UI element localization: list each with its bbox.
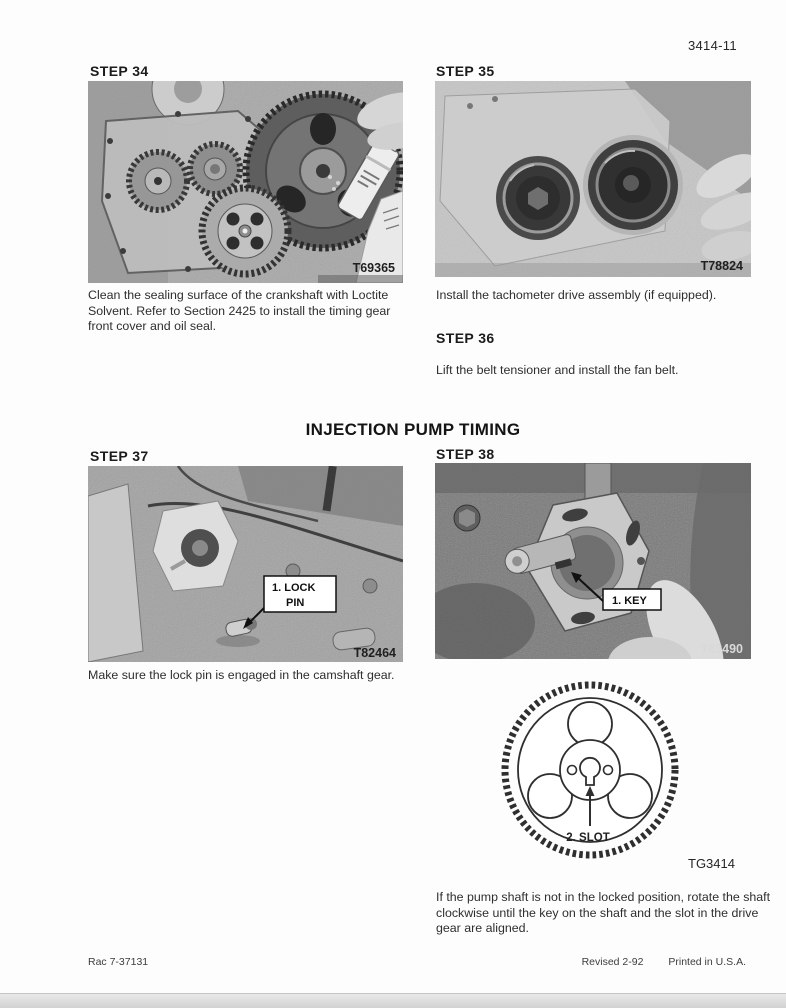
pump-plate [153,501,238,591]
footer-form-number: Rac 7-37131 [88,956,149,968]
step-35-heading: STEP 35 [436,63,495,79]
step-38-caption: If the pump shaft is not in the locked position, rotate the shaft clockwise until the key on the shaft and the slot in the drive gear are aligned. [436,890,771,936]
step-36-heading: STEP 36 [436,330,495,346]
callout-text-line1: 1. LOCK [272,582,316,594]
step-38-photo [435,463,751,659]
step-37-photo [88,466,403,662]
step-35-photo [435,81,751,277]
step-36-caption: Lift the belt tensioner and install the fan belt. [436,363,679,377]
timing-gears-photo [88,81,403,283]
idler-gear [190,144,240,194]
photo-id-label: T83490 [700,642,743,656]
step-37-heading: STEP 37 [90,448,149,464]
lock-pin-photo [88,466,403,662]
photo-id-label: T78824 [700,259,743,273]
footer-revised: Revised 2-92 [581,956,644,968]
page-bottom-edge [0,993,786,1008]
section-heading: INJECTION PUMP TIMING [305,420,521,439]
step-34-photo [88,81,403,283]
step-34-heading: STEP 34 [90,63,149,79]
step-35-caption: Install the tachometer drive assembly (if equipped). [436,288,717,302]
slot-callout-text: 2. SLOT [566,832,610,844]
bolt-head [454,505,480,531]
tachometer-drive-right [588,140,678,230]
tachometer-drive-photo [435,81,751,277]
step-34-caption: Clean the sealing surface of the crankshaft with Loctite Solvent. Refer to Section 2425 to install the timing gear front cover and oil seal. [88,288,391,334]
footer-right [560,956,746,968]
drive-gear-drawing [478,678,718,873]
step-38-heading: STEP 38 [436,446,495,462]
diagram-id-label: TG3414 [688,856,735,871]
pump-shaft-key-photo [435,463,751,659]
page-number: 3414-11 [688,38,737,53]
callout-text-line2: PIN [286,597,305,609]
tachometer-drive-left [496,156,580,240]
photo-id-label: T82464 [353,646,396,660]
drive-gear-diagram [478,678,718,873]
footer-printed: Printed in U.S.A. [668,956,746,968]
gear-outline [505,685,675,855]
pump-gear [129,152,187,210]
step-37-caption: Make sure the lock pin is engaged in the camshaft gear. [88,668,395,682]
crankshaft-gear [202,188,288,274]
photo-id-label: T69365 [352,261,395,275]
callout-text: 1. KEY [612,595,647,607]
